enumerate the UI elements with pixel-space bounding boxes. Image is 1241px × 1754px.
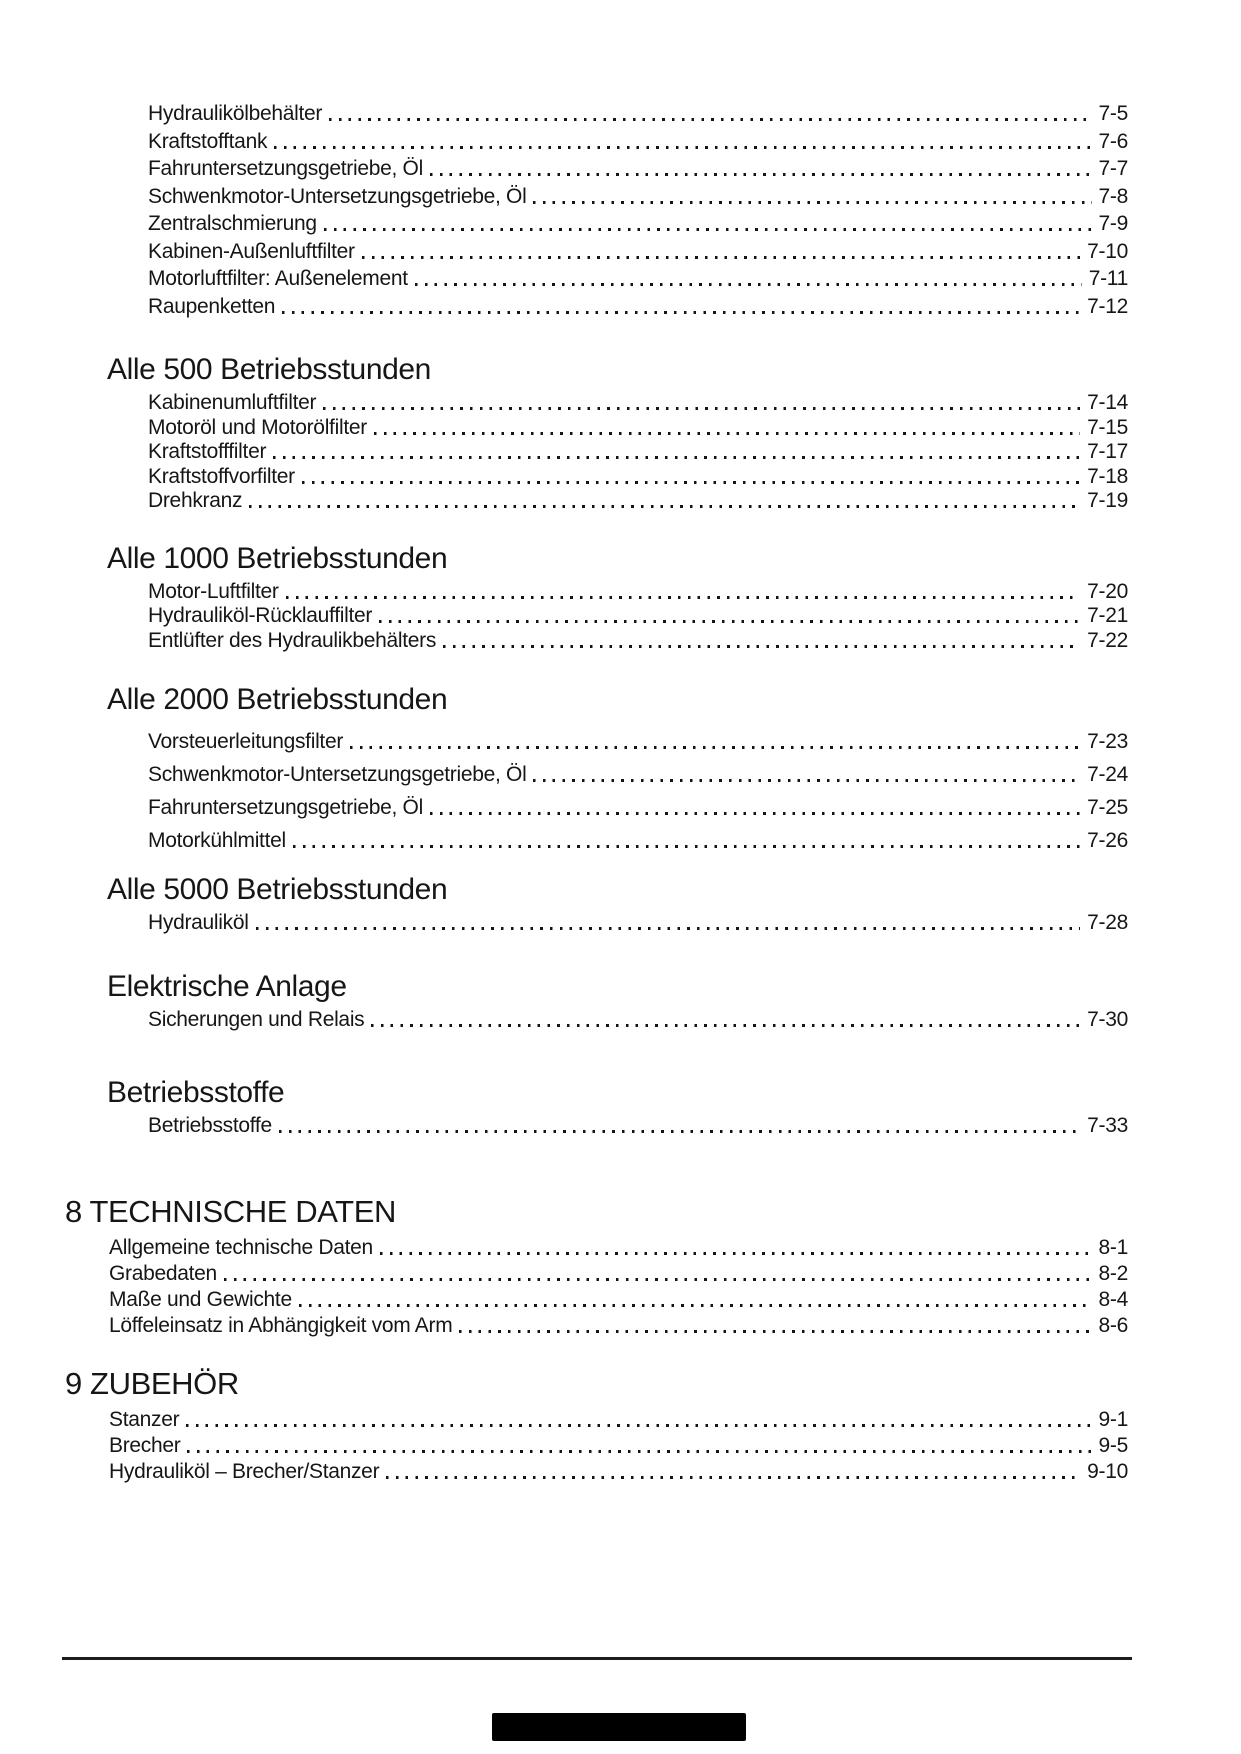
toc-entry-label: Kabinen-Außenluftfilter — [148, 239, 355, 263]
toc-entry-label: Löffeleinsatz in Abhängigkeit vom Arm — [109, 1314, 453, 1338]
toc-entry-label: Vorsteuerleitungsfilter — [148, 729, 344, 753]
toc-entry-label: Motor-Luftfilter — [148, 579, 279, 603]
dot-leader — [323, 407, 1080, 410]
toc-entry-page: 7-19 — [1087, 489, 1128, 513]
toc-entry-page: 9-10 — [1087, 1460, 1128, 1484]
toc-entry-page: 9-5 — [1098, 1434, 1128, 1458]
toc-entry-page: 7-9 — [1098, 212, 1128, 236]
dot-leader — [374, 432, 1080, 435]
toc-entry — [109, 1406, 1128, 1432]
toc-entry — [109, 1458, 1128, 1484]
toc-entry-label: Grabedaten — [109, 1262, 217, 1286]
toc-entry — [148, 263, 1128, 291]
toc-entry — [109, 1312, 1128, 1338]
dot-leader — [302, 481, 1080, 484]
toc-entry — [148, 819, 1128, 852]
dot-leader — [299, 1304, 1092, 1307]
toc-entry-page: 7-26 — [1087, 828, 1128, 852]
toc-entry-page: 8-6 — [1098, 1314, 1128, 1338]
dot-leader — [224, 1278, 1092, 1281]
toc-entry-page: 7-8 — [1098, 184, 1128, 208]
footer-rule — [62, 1657, 1132, 1660]
toc-entry — [148, 390, 1128, 415]
toc-entry — [109, 1260, 1128, 1286]
toc-entry-label: Hydrauliköl — [148, 911, 249, 935]
toc-entry-page: 7-20 — [1087, 579, 1128, 603]
toc-entry — [148, 579, 1128, 604]
toc-entry-page: 7-12 — [1087, 294, 1128, 318]
toc-entry-page: 7-17 — [1087, 440, 1128, 464]
toc-entry-label: Raupenketten — [148, 294, 276, 318]
toc-entry-page: 7-7 — [1098, 157, 1128, 181]
section-heading: Alle 1000 Betriebsstunden — [107, 541, 448, 575]
dot-leader — [293, 845, 1080, 848]
pre-section-entries — [0, 98, 1128, 318]
toc-section — [0, 682, 1128, 852]
toc-entry — [109, 1234, 1128, 1260]
toc-entry-page: 7-10 — [1087, 239, 1128, 263]
toc-entry-label: Kraftstoffvorfilter — [148, 464, 295, 488]
chapter-heading: 9 ZUBEHÖR — [65, 1365, 239, 1401]
toc-entry-page: 7-24 — [1087, 762, 1128, 786]
toc-entry-page: 7-21 — [1087, 604, 1128, 628]
dot-leader — [459, 1330, 1091, 1333]
redaction-bar — [492, 1713, 746, 1741]
toc-entry — [148, 603, 1128, 628]
toc-section — [0, 872, 1128, 935]
toc-entry — [148, 786, 1128, 819]
toc-entry — [148, 415, 1128, 440]
toc-section — [0, 1075, 1128, 1138]
toc-entry-label: Maße und Gewichte — [109, 1288, 292, 1312]
toc-entry-label: Kraftstofftank — [148, 129, 268, 153]
dot-leader — [430, 173, 1092, 176]
dot-leader — [371, 1024, 1080, 1027]
toc-entry — [148, 753, 1128, 786]
toc-entry — [109, 1432, 1128, 1458]
toc-entry-label: Allgemeine technische Daten — [109, 1236, 373, 1260]
dot-leader — [380, 1252, 1092, 1255]
toc-entry-label: Schwenkmotor-Untersetzungsgetriebe, Öl — [148, 184, 527, 208]
toc-entry-page: 7-15 — [1087, 415, 1128, 439]
toc-entry — [148, 153, 1128, 181]
toc-entry-page: 7-28 — [1087, 911, 1128, 935]
toc-chapters — [0, 1192, 1128, 1484]
toc-chapter — [0, 1192, 1128, 1338]
chapter-heading: 8 TECHNISCHE DATEN — [65, 1193, 396, 1229]
dot-leader — [533, 779, 1080, 782]
toc-entry — [148, 910, 1128, 935]
toc-entry — [109, 1286, 1128, 1312]
toc-entry-label: Sicherungen und Relais — [148, 1007, 365, 1031]
section-heading: Betriebsstoffe — [107, 1076, 285, 1109]
toc-entry — [148, 98, 1128, 126]
toc-section — [0, 352, 1128, 513]
dot-leader — [256, 927, 1081, 930]
dot-leader — [249, 505, 1080, 508]
section-heading: Alle 2000 Betriebsstunden — [107, 683, 448, 716]
toc-entry — [148, 208, 1128, 236]
toc-entry-page: 7-6 — [1098, 129, 1128, 153]
toc-entry-label: Kraftstofffilter — [148, 440, 267, 464]
toc-entry — [148, 126, 1128, 154]
toc-entry — [148, 236, 1128, 264]
dot-leader — [362, 256, 1080, 259]
toc-entry-label: Hydrauliköl – Brecher/Stanzer — [109, 1460, 380, 1484]
toc-entry-page: 7-25 — [1087, 795, 1128, 819]
toc-section — [0, 969, 1128, 1032]
toc-entry — [148, 439, 1128, 464]
toc-entry-page: 7-33 — [1087, 1114, 1128, 1138]
dot-leader — [379, 620, 1080, 623]
dot-leader — [386, 1476, 1080, 1479]
toc-entry-label: Motorluftfilter: Außenelement — [148, 267, 408, 291]
dot-leader — [186, 1424, 1091, 1427]
toc-entry — [148, 181, 1128, 209]
toc-entry-label: Fahruntersetzungsgetriebe, Öl — [148, 157, 423, 181]
toc-entry-page: 7-30 — [1087, 1007, 1128, 1031]
dot-leader — [415, 283, 1082, 286]
dot-leader — [279, 1130, 1080, 1133]
toc-entry-label: Zentralschmierung — [148, 212, 317, 236]
dot-leader — [273, 456, 1080, 459]
toc-entry — [148, 628, 1128, 653]
dot-leader — [286, 596, 1081, 599]
toc-entry-label: Motorkühlmittel — [148, 828, 286, 852]
toc-chapter — [0, 1364, 1128, 1484]
toc-entry-page: 7-11 — [1088, 267, 1128, 291]
dot-leader — [187, 1450, 1091, 1453]
toc-entry — [148, 1007, 1128, 1032]
toc-entry — [148, 720, 1128, 753]
toc-entry — [148, 488, 1128, 513]
toc-section — [0, 541, 1128, 653]
dot-leader — [350, 746, 1080, 749]
toc-entry-page: 7-5 — [1098, 102, 1128, 126]
toc-entry-label: Entlüfter des Hydraulikbehälters — [148, 628, 437, 652]
toc-entry-page: 8-4 — [1098, 1288, 1128, 1312]
toc-entry-page: 7-14 — [1087, 391, 1128, 415]
toc-entry-page: 8-1 — [1098, 1236, 1128, 1260]
toc-entry-label: Schwenkmotor-Untersetzungsgetriebe, Öl — [148, 762, 527, 786]
toc-page — [0, 98, 1128, 1484]
toc-entry-label: Drehkranz — [148, 489, 243, 513]
toc-sections — [0, 352, 1128, 1138]
toc-entry-page: 9-1 — [1098, 1408, 1128, 1432]
section-heading: Alle 500 Betriebsstunden — [107, 353, 431, 386]
toc-entry-page: 8-2 — [1098, 1262, 1128, 1286]
dot-leader — [324, 228, 1092, 231]
toc-entry — [148, 464, 1128, 489]
toc-entry-label: Kabinenumluftfilter — [148, 391, 317, 415]
toc-entry-page: 7-18 — [1087, 464, 1128, 488]
toc-entry-page: 7-22 — [1087, 628, 1128, 652]
toc-entry-label: Motoröl und Motorölfilter — [148, 415, 367, 439]
toc-entry-label: Hydrauliköl-Rücklauffilter — [148, 604, 373, 628]
section-heading: Elektrische Anlage — [107, 969, 347, 1003]
dot-leader — [282, 311, 1080, 314]
dot-leader — [274, 146, 1091, 149]
dot-leader — [329, 118, 1091, 121]
toc-entry-label: Hydraulikölbehälter — [148, 102, 323, 126]
toc-entry — [148, 1113, 1128, 1138]
toc-entry-label: Fahruntersetzungsgetriebe, Öl — [148, 795, 423, 819]
toc-entry — [148, 291, 1128, 319]
dot-leader — [533, 201, 1091, 204]
toc-entry-label: Brecher — [109, 1434, 181, 1458]
dot-leader — [443, 645, 1080, 648]
toc-entry-page: 7-23 — [1087, 729, 1128, 753]
toc-entry-label: Betriebsstoffe — [148, 1114, 272, 1138]
toc-entry-label: Stanzer — [109, 1408, 180, 1432]
dot-leader — [430, 812, 1080, 815]
section-heading: Alle 5000 Betriebsstunden — [107, 873, 448, 906]
